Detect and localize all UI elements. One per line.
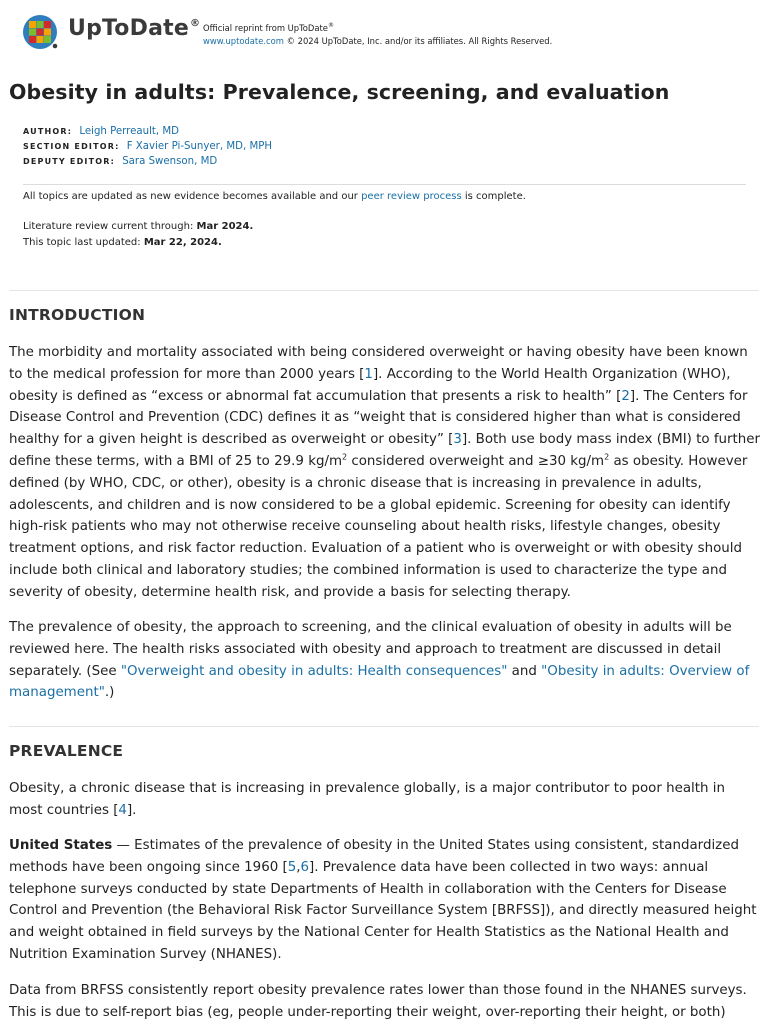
reference-link[interactable]: 6 [300, 859, 310, 875]
deputy-editor-link[interactable]: Sara Swenson, MD [122, 156, 218, 167]
contributor-section-editor: SECTION EDITOR: F Xavier Pi-Sunyer, MD, MPH [23, 141, 273, 152]
reference-link[interactable]: 1 [364, 366, 373, 382]
reference-link[interactable]: 5 [287, 859, 297, 875]
reference-link[interactable]: 2 [621, 388, 630, 404]
intro-paragraph-1: The morbidity and mortality associated with being considered overweight or having obesity have been known to the medical profession for more than 2000 years [1]. According to the World Health Organization (WHO), obesity is defined as “excess or abnormal fat accumulation that presents a risk to health” [2]. The Centers for Disease Control and Prevention (CDC) defines it as “weight that is considered higher than what is considered healthy for a given height is described as overweight or obesity” [3]. Both use body mass index (BMI) to further define these terms, with a BMI of 25 to 29.9 $kg/m^2$ considered overweight and ≥30 $kg/m^2$ as obesity. However defined (by WHO, CDC, or other), obesity is a chronic disease that is increasing in prevalence in adults, adolescents, and children and is now considered to be a global epidemic. Screening for obesity can identify high-risk patients who may not otherwise receive counseling about health risks, lifestyle changes, obesity treatment options, and risk factor reduction. Evaluation of a patient who is overweight or with obesity should include both clinical and laboratory studies; the combined information is used to characterize the type and severity of obesity, determine health risk, and provide a basis for selecting therapy. [9, 345, 761, 600]
section-heading-prevalence: PREVALENCE [9, 742, 124, 760]
prevalence-paragraph-1: Obesity, a chronic disease that is increasing in prevalence globally, is a major contributor to poor health in most countries [4]. [9, 781, 725, 818]
contributor-author: AUTHOR: Leigh Perreault, MD [23, 126, 180, 137]
uptodate-logo-icon [22, 14, 58, 50]
last-updated-date: This topic last updated: Mar 22, 2024. [23, 236, 222, 248]
section-divider [9, 290, 759, 291]
reference-link[interactable]: 4 [118, 802, 127, 818]
reprint-header [22, 12, 748, 52]
reprint-notice: Official reprint from UpToDate® www.uptodate.com © 2024 UpToDate, Inc. and/or its affiliates. All Rights Reserved. [203, 22, 553, 46]
uptodate-url-link[interactable]: www.uptodate.com [203, 35, 284, 46]
section-divider [9, 726, 759, 727]
update-notice: All topics are updated as new evidence becomes available and our peer review process is complete. [23, 191, 526, 202]
section-editor-link[interactable]: F Xavier Pi-Sunyer, MD, MPH [126, 141, 273, 152]
management-overview-link[interactable]: "Obesity in adults: Overview of management" [9, 663, 750, 701]
review-dates [23, 219, 253, 250]
prevalence-paragraph-2: United States — Estimates of the prevalence of obesity in the United States using consistent, standardized methods have been ongoing since 1960 [5,6]. Prevalence data have been collected in two ways: annual telephone surveys conducted by state Departments of Health in collaboration with the Centers for Disease Control and Prevention (the Behavioral Risk Factor Surveillance System [BRFSS]), and directly measured height and weight obtained in field surveys by the National Center for Health Statistics as the National Health and Nutrition Examination Survey (NHANES). [9, 838, 757, 962]
section-heading-introduction: INTRODUCTION [9, 306, 146, 324]
author-link[interactable]: Leigh Perreault, MD [79, 126, 180, 137]
brand-name: UpToDate® [68, 16, 201, 41]
intro-paragraph-2: The prevalence of obesity, the approach to screening, and the clinical evaluation of obesity in adults will be reviewed here. The health risks associated with obesity and approach to treatment are discussed in detail separately. (See "Overweight and obesity in adults: Health consequences" and "Obesity in adults: Overview of management".) [9, 620, 750, 701]
contributor-deputy-editor: DEPUTY EDITOR: Sara Swenson, MD [23, 156, 218, 167]
subsection-lead-united-states: United States [9, 838, 113, 853]
divider [23, 184, 746, 185]
peer-review-link[interactable]: peer review process [361, 191, 462, 202]
literature-review-date: Literature review current through: Mar 2024. [23, 221, 254, 232]
prevalence-paragraph-3: Data from BRFSS consistently report obesity prevalence rates lower than those found in the NHANES surveys. This is due to self-report bias (eg, people under-reporting their weight, over-reporting their height, or both) [9, 983, 747, 1020]
reference-link[interactable]: 3 [453, 432, 462, 448]
contributors [23, 124, 272, 169]
health-consequences-link[interactable]: "Overweight and obesity in adults: Health consequences" [120, 663, 508, 679]
copyright-text: © 2024 UpToDate, Inc. and/or its affiliates. All Rights Reserved. [286, 35, 553, 46]
page-title: Obesity in adults: Prevalence, screening, and evaluation [9, 80, 670, 104]
